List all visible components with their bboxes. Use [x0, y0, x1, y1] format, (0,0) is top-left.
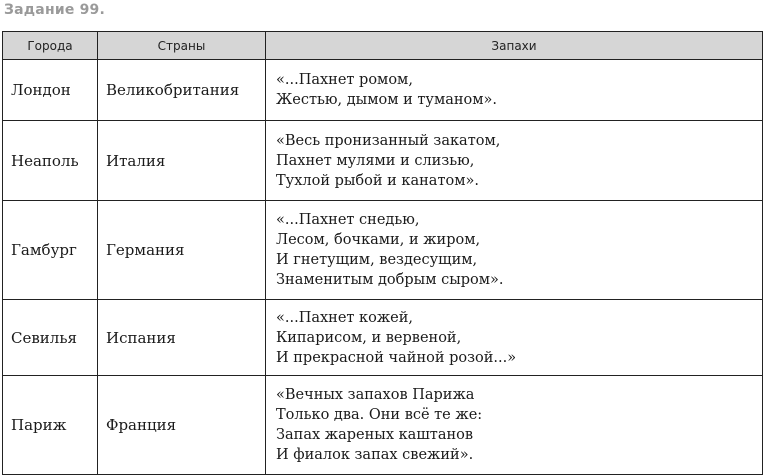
task-title: Задание 99. [4, 2, 105, 18]
smell-cell [266, 201, 763, 300]
table-row [3, 60, 763, 121]
poem-line: Тухлой рыбой и канатом». [276, 172, 479, 189]
country-cell: Германия [98, 201, 266, 300]
city-cell: Севилья [3, 300, 98, 376]
header-countries: Страны [98, 32, 266, 60]
smell-cell [266, 300, 763, 376]
poem-line: «...Пахнет ромом, [276, 72, 413, 88]
poem-line: «Вечных запахов Парижа [276, 387, 475, 403]
poem-line: Только два. Они всё те же: [276, 407, 483, 423]
poem-line: Запах жареных каштанов [276, 427, 474, 443]
city-cell: Лондон [3, 60, 98, 121]
poem-line: Жестью, дымом и туманом». [276, 92, 498, 108]
table-row [3, 201, 763, 300]
table-row [3, 121, 763, 201]
table-header-row [3, 32, 763, 60]
city-cell: Париж [3, 376, 98, 475]
header-cities: Города [3, 32, 98, 60]
table-row [3, 376, 763, 475]
smell-cell [266, 376, 763, 475]
poem-line: И фиалок запах свежий». [276, 447, 474, 463]
poem-line: «...Пахнет кожей, [276, 309, 414, 326]
city-cell: Гамбург [3, 201, 98, 300]
country-cell: Франция [98, 376, 266, 475]
cities-smells-table [2, 31, 763, 475]
smell-cell [266, 121, 763, 201]
city-cell: Неаполь [3, 121, 98, 201]
poem-line: Лесом, бочками, и жиром, [276, 232, 481, 248]
country-cell: Испания [98, 300, 266, 376]
table-row [3, 300, 763, 376]
poem-line: «...Пахнет снедью, [276, 212, 420, 228]
smell-cell [266, 60, 763, 121]
poem-line: И прекрасной чайной розой...» [276, 349, 517, 366]
header-smells: Запахи [266, 32, 763, 60]
poem-line: И гнетущим, вездесущим, [276, 252, 478, 268]
poem-line: «Весь пронизанный закатом, [276, 132, 501, 149]
poem-line: Знаменитым добрым сыром». [276, 272, 504, 288]
country-cell: Великобритания [98, 60, 266, 121]
country-cell: Италия [98, 121, 266, 201]
poem-line: Пахнет мулями и слизью, [276, 152, 475, 169]
poem-line: Кипарисом, и вервеной, [276, 329, 462, 346]
